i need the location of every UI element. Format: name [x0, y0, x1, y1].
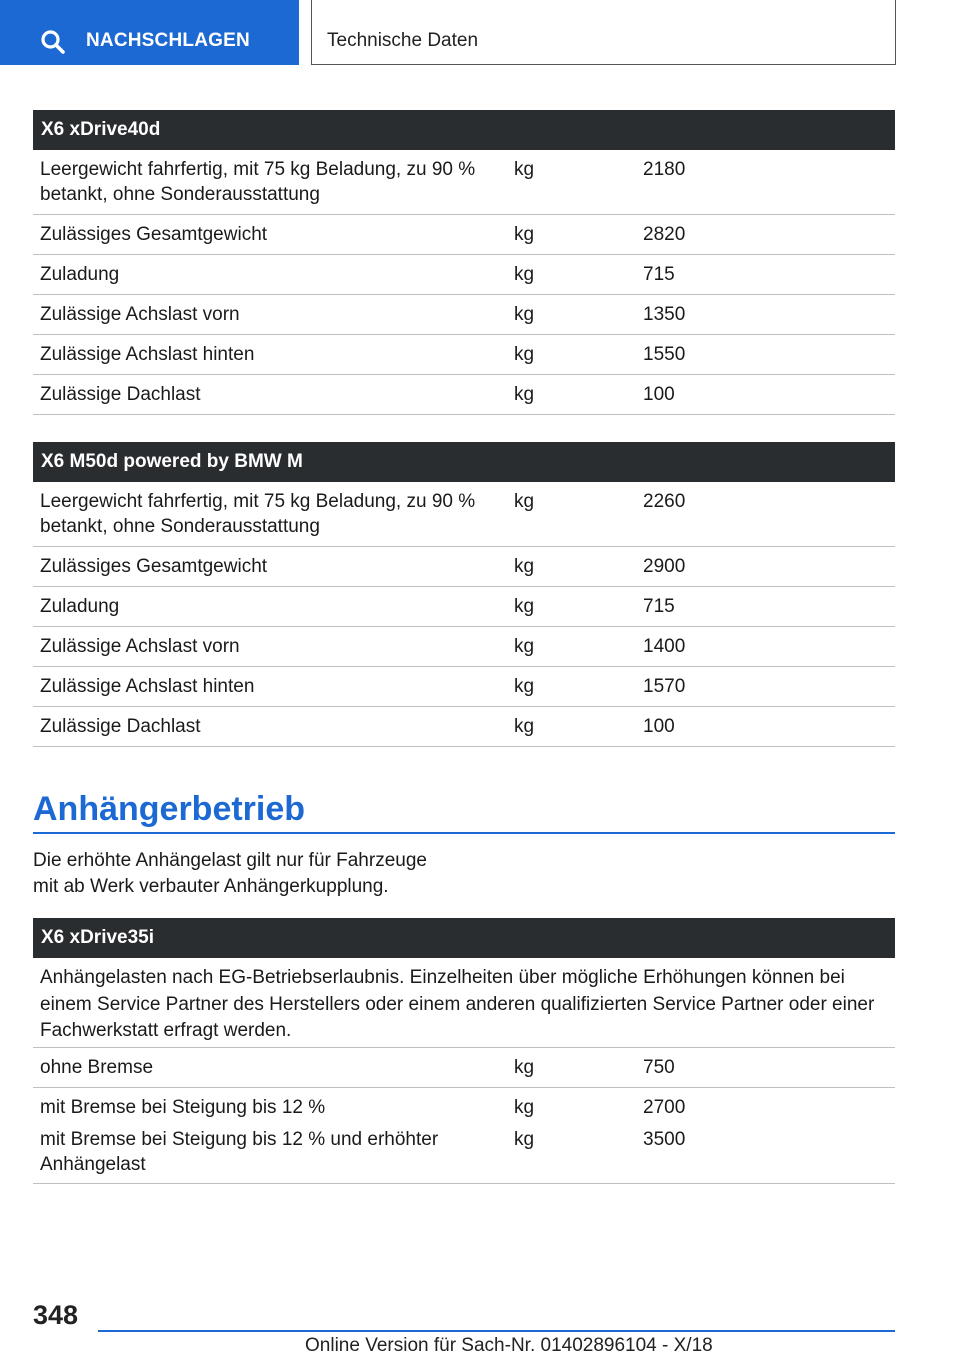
page-number: 348 — [33, 1300, 79, 1330]
section-title: Anhängerbetrieb — [33, 790, 306, 828]
row-value: 2820 — [643, 224, 686, 245]
row-label: Zulässige Achslast vorn — [40, 636, 240, 657]
row-unit: kg — [514, 159, 535, 180]
row-unit: kg — [514, 224, 535, 245]
footer-text: Online Version für Sach-Nr. 01402896104 - X/18 — [305, 1335, 713, 1356]
row-unit: kg — [514, 491, 535, 512]
table-row — [33, 707, 895, 747]
table-title: X6 xDrive40d — [33, 110, 895, 150]
table-title: X6 M50d powered by BMW M — [33, 442, 895, 482]
row-label: Zuladung — [40, 596, 120, 617]
row-label: Zulässige Achslast vorn — [40, 304, 240, 325]
row-label: mit Bremse bei Steigung bis 12 % — [40, 1097, 326, 1118]
row-label: ohne Bremse — [40, 1057, 154, 1078]
table-row — [33, 1095, 895, 1121]
nachschlagen-button[interactable] — [0, 0, 299, 65]
row-label: Zuladung — [40, 264, 120, 285]
row-label: Zulässiges Gesamtgewicht — [40, 224, 268, 245]
table-row — [33, 1127, 895, 1179]
table-row — [33, 482, 895, 547]
row-label: Leergewicht fahrfertig, mit 75 kg Beladung, zu 90 % betankt, ohne Sonderausstattung — [40, 491, 476, 537]
row-unit: kg — [514, 344, 535, 365]
row-value: 3500 — [643, 1129, 686, 1150]
row-label: Leergewicht fahrfertig, mit 75 kg Beladung, zu 90 % betankt, ohne Sonderausstattung — [40, 159, 476, 205]
table-row — [33, 150, 895, 215]
row-unit: kg — [514, 1097, 535, 1118]
row-unit: kg — [514, 1129, 535, 1150]
section-text: Die erhöhte Anhängelast gilt nur für Fahrzeuge mit ab Werk verbauter Anhängerkupplung. — [33, 850, 427, 897]
row-value: 100 — [643, 384, 675, 405]
row-label: mit Bremse bei Steigung bis 12 % und erhöhter Anhängelast — [40, 1129, 439, 1175]
row-unit: kg — [514, 716, 535, 737]
nachschlagen-label: NACHSCHLAGEN — [86, 30, 250, 51]
table-row — [33, 215, 895, 255]
table-row — [33, 375, 895, 415]
table-row — [33, 1048, 895, 1088]
table-note: Anhängelasten nach EG-Betriebserlaubnis. Einzelheiten über mögliche Erhöhungen können bei einem Service Partner des Herstellers oder einem anderen qualifizierten Service Partner oder einer Fachwerkstatt erfragt werden. — [40, 967, 875, 1041]
table-note-row — [33, 958, 895, 1048]
table-row — [33, 547, 895, 587]
row-unit: kg — [514, 384, 535, 405]
table-row — [33, 587, 895, 627]
table-row-group — [33, 1088, 895, 1184]
row-unit: kg — [514, 264, 535, 285]
section-divider — [33, 832, 895, 834]
row-label: Zulässige Dachlast — [40, 384, 201, 405]
search-icon — [40, 29, 66, 55]
row-label: Zulässige Dachlast — [40, 716, 201, 737]
row-value: 715 — [643, 596, 675, 617]
row-value: 100 — [643, 716, 675, 737]
row-value: 1350 — [643, 304, 686, 325]
footer-divider — [98, 1330, 895, 1332]
row-value: 2700 — [643, 1097, 686, 1118]
row-value: 2180 — [643, 159, 686, 180]
row-value: 1550 — [643, 344, 686, 365]
row-unit: kg — [514, 636, 535, 657]
table-x6-xdrive35i — [33, 918, 895, 1184]
row-unit: kg — [514, 676, 535, 697]
row-value: 2260 — [643, 491, 686, 512]
row-value: 2900 — [643, 556, 686, 577]
row-unit: kg — [514, 596, 535, 617]
row-value: 1400 — [643, 636, 686, 657]
tab-label: Technische Daten — [327, 30, 479, 51]
table-row — [33, 335, 895, 375]
row-value: 750 — [643, 1057, 675, 1078]
tab-technische-daten[interactable] — [311, 0, 896, 65]
table-title: X6 xDrive35i — [33, 918, 895, 958]
row-value: 1570 — [643, 676, 686, 697]
row-label: Zulässige Achslast hinten — [40, 344, 255, 365]
table-row — [33, 627, 895, 667]
table-x6-xdrive40d — [33, 110, 895, 415]
row-label: Zulässiges Gesamtgewicht — [40, 556, 268, 577]
table-row — [33, 255, 895, 295]
table-x6-m50d — [33, 442, 895, 747]
row-unit: kg — [514, 1057, 535, 1078]
row-label: Zulässige Achslast hinten — [40, 676, 255, 697]
row-unit: kg — [514, 304, 535, 325]
table-row — [33, 667, 895, 707]
row-value: 715 — [643, 264, 675, 285]
row-unit: kg — [514, 556, 535, 577]
table-row — [33, 295, 895, 335]
